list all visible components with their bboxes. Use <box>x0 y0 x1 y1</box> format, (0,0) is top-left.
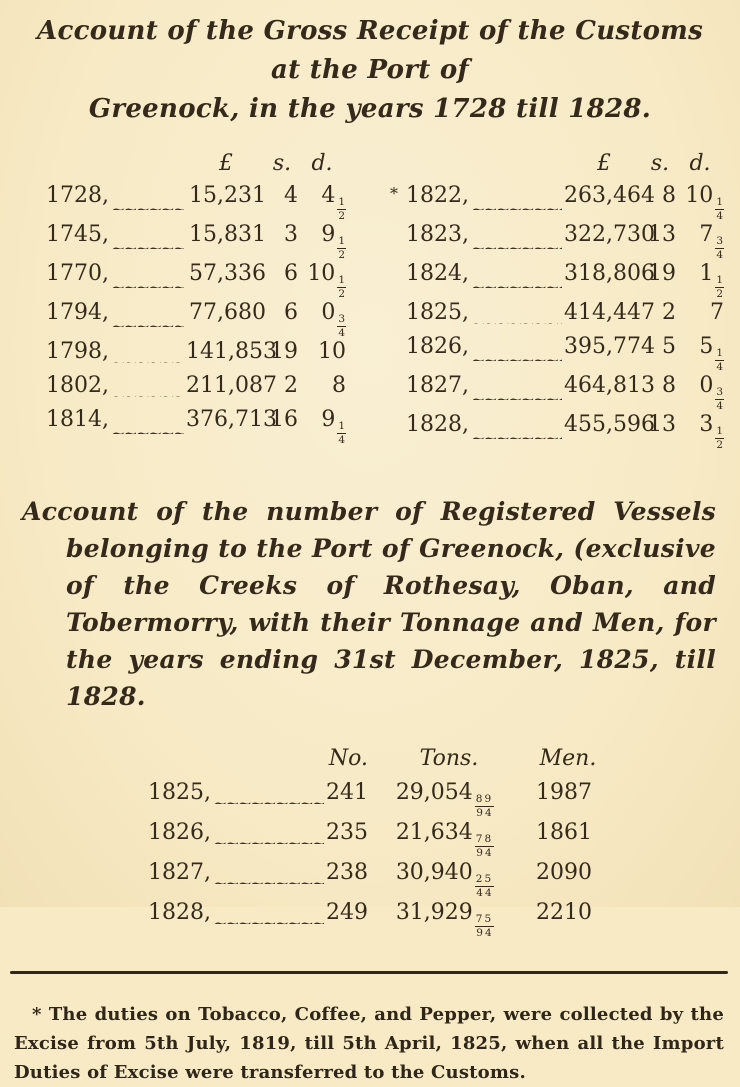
pence-fraction: $\frac{1}{2}$ <box>716 274 723 300</box>
table-row <box>148 815 618 859</box>
no-header: No. <box>328 746 368 771</box>
pence-value: 1 $\frac{1}{2}$ <box>699 261 723 300</box>
wavy-leader <box>111 188 184 210</box>
page-title-line1: Account of the Gross Receipt of the Customs at the Port of <box>36 16 704 85</box>
pounds-value: 455,596 <box>564 412 655 437</box>
shillings-header: s. <box>650 151 670 176</box>
pounds-value: 15,831 <box>189 222 266 247</box>
horizontal-rule <box>10 971 728 974</box>
pence-value: 3 $\frac{1}{2}$ <box>699 412 723 451</box>
table-row <box>46 179 346 222</box>
pence-value: 5 $\frac{1}{4}$ <box>699 334 723 373</box>
pence-value: 10 $\frac{1}{2}$ <box>307 261 345 300</box>
wavy-leader <box>111 266 184 288</box>
table-row <box>390 369 724 412</box>
footnote-asterisk: * <box>390 184 398 203</box>
year-label: 1822, <box>406 183 469 208</box>
shillings-value: 5 <box>662 334 676 359</box>
wavy-leader <box>213 902 324 924</box>
men-value: 1861 <box>536 820 592 845</box>
table-row <box>390 257 724 300</box>
tons-value: 21,634 $\frac{78}{94}$ <box>395 820 494 859</box>
year-label: 1794, <box>46 300 109 325</box>
table-row <box>148 895 618 939</box>
shillings-value: 13 <box>648 412 676 437</box>
pence-fraction: $\frac{3}{4}$ <box>716 235 723 261</box>
wavy-leader <box>213 782 324 804</box>
pence-fraction: $\frac{1}{4}$ <box>716 196 723 222</box>
wavy-leader <box>471 339 562 361</box>
wavy-leader <box>213 862 324 884</box>
customs-table-header <box>390 149 724 179</box>
shillings-value: 2 <box>662 300 676 325</box>
vessel-count: 238 <box>326 860 368 885</box>
pounds-value: 141,853 <box>186 339 277 364</box>
year-label: 1798, <box>46 339 109 364</box>
wavy-leader <box>213 822 324 844</box>
shillings-value: 4 <box>284 183 298 208</box>
vessel-count: 235 <box>326 820 368 845</box>
pence-value: 10 $\frac{1}{4}$ <box>685 183 723 222</box>
pence-fraction: $\frac{3}{4}$ <box>338 313 345 339</box>
pence-header: d. <box>689 151 711 176</box>
men-value: 2090 <box>536 860 592 885</box>
footnote-text: * The duties on Tobacco, Coffee, and Pepper, were collected by the Excise from 5th July, 1819, till 5th April, 1825, when all the Import Duties of Excise were transferred to the Customs. <box>14 1004 724 1083</box>
pounds-header: £ <box>597 151 611 176</box>
pounds-header: £ <box>219 151 233 176</box>
pounds-value: 15,231 <box>189 183 266 208</box>
table-row <box>148 855 618 899</box>
pounds-value: 318,806 <box>564 261 655 286</box>
pence-value: 0 $\frac{3}{4}$ <box>321 300 345 339</box>
pounds-value: 57,336 <box>189 261 266 286</box>
shillings-value: 6 <box>284 300 298 325</box>
tons-value: 29,054 $\frac{89}{94}$ <box>395 780 494 819</box>
year-label: 1828, <box>406 412 469 437</box>
year-label: 1828, <box>148 900 211 925</box>
wavy-leader <box>111 412 184 434</box>
wavy-leader <box>471 227 562 249</box>
customs-table-left-column <box>46 149 346 447</box>
wavy-leader <box>471 266 562 288</box>
table-row <box>390 179 724 222</box>
shillings-value: 2 <box>284 373 298 398</box>
wavy-leader <box>111 305 184 327</box>
pence-fraction: $\frac{1}{2}$ <box>716 425 723 451</box>
pounds-value: 376,713 <box>186 407 277 432</box>
year-label: 1827, <box>406 373 469 398</box>
vessels-section-title: Account of the number of Registered Vessels belonging to the Port of Greenock, (exclusive of the Creeks of Rothesay, Oban, and Tobermorry, with their Tonnage and Men, for the years ending 31st December, 1825, till 1828. <box>22 497 716 711</box>
pence-fraction: $\frac{1}{4}$ <box>338 420 345 446</box>
shillings-value: 19 <box>270 339 298 364</box>
year-label: 1802, <box>46 373 109 398</box>
table-row <box>46 335 346 369</box>
shillings-header: s. <box>272 151 292 176</box>
page-title <box>18 0 722 129</box>
customs-table-header <box>46 149 346 179</box>
pounds-value: 464,813 <box>564 373 655 398</box>
year-label: 1825, <box>148 780 211 805</box>
shillings-value: 8 <box>662 373 676 398</box>
pounds-value: 263,464 <box>564 183 655 208</box>
registered-vessels-table <box>148 743 618 939</box>
shillings-value: 19 <box>648 261 676 286</box>
pence-fraction: $\frac{1}{2}$ <box>338 274 345 300</box>
table-row <box>390 296 724 330</box>
table-row <box>148 775 618 819</box>
shillings-value: 13 <box>648 222 676 247</box>
year-label: 1728, <box>46 183 109 208</box>
pence-value: 10 <box>318 339 346 364</box>
table-row <box>46 296 346 339</box>
year-label: 1745, <box>46 222 109 247</box>
men-value: 1987 <box>536 780 592 805</box>
pence-fraction: $\frac{3}{4}$ <box>716 386 723 412</box>
pence-value: 9 $\frac{1}{4}$ <box>321 407 345 446</box>
pence-value: 4 $\frac{1}{2}$ <box>321 183 345 222</box>
shillings-value: 6 <box>284 261 298 286</box>
tons-fraction: $\frac{75}{94}$ <box>475 913 494 939</box>
tons-header: Tons. <box>419 746 479 771</box>
year-label: 1826, <box>406 334 469 359</box>
page-title-line2: Greenock, in the years 1728 till 1828. <box>88 94 652 124</box>
pounds-value: 77,680 <box>189 300 266 325</box>
year-label: 1770, <box>46 261 109 286</box>
year-label: 1825, <box>406 300 469 325</box>
tons-value: 30,940 $\frac{25}{44}$ <box>395 860 494 899</box>
pounds-value: 395,774 <box>564 334 655 359</box>
tons-fraction: $\frac{89}{94}$ <box>475 793 494 819</box>
table-row <box>390 408 724 451</box>
wavy-leader <box>111 341 184 363</box>
pounds-value: 322,730 <box>564 222 655 247</box>
table-row <box>46 369 346 403</box>
tons-value: 31,929 $\frac{75}{94}$ <box>395 900 494 939</box>
shillings-value: 3 <box>284 222 298 247</box>
wavy-leader <box>111 227 184 249</box>
men-value: 2210 <box>536 900 592 925</box>
vessel-count: 249 <box>326 900 368 925</box>
wavy-leader <box>471 302 562 324</box>
wavy-leader <box>471 378 562 400</box>
customs-receipts-table <box>46 149 740 451</box>
year-label: 1826, <box>148 820 211 845</box>
pence-header: d. <box>311 151 333 176</box>
pounds-value: 211,087 <box>186 373 277 398</box>
table-row <box>46 218 346 261</box>
men-header: Men. <box>539 746 597 771</box>
wavy-leader <box>471 188 562 210</box>
pence-value: 7 $\frac{3}{4}$ <box>699 222 723 261</box>
tons-fraction: $\frac{25}{44}$ <box>475 873 494 899</box>
table-row <box>46 403 346 446</box>
pence-fraction: $\frac{1}{2}$ <box>338 235 345 261</box>
table-row <box>390 218 724 261</box>
pence-value: 8 <box>332 373 346 398</box>
tons-fraction: $\frac{78}{94}$ <box>475 833 494 859</box>
pence-fraction: $\frac{1}{4}$ <box>716 347 723 373</box>
table-row <box>46 257 346 300</box>
year-label: 1814, <box>46 407 109 432</box>
year-label: 1823, <box>406 222 469 247</box>
pence-value: 0 $\frac{3}{4}$ <box>699 373 723 412</box>
year-label: 1824, <box>406 261 469 286</box>
year-label: 1827, <box>148 860 211 885</box>
shillings-value: 8 <box>662 183 676 208</box>
table-row <box>390 330 724 373</box>
pounds-value: 414,447 <box>564 300 655 325</box>
vessels-table-header <box>148 743 618 775</box>
pence-value: 7 <box>710 300 724 325</box>
wavy-leader <box>471 417 562 439</box>
pence-fraction: $\frac{1}{2}$ <box>338 196 345 222</box>
shillings-value: 16 <box>270 407 298 432</box>
pence-value: 9 $\frac{1}{2}$ <box>321 222 345 261</box>
customs-table-right-column <box>390 149 724 451</box>
vessel-count: 241 <box>326 780 368 805</box>
wavy-leader <box>111 375 184 397</box>
